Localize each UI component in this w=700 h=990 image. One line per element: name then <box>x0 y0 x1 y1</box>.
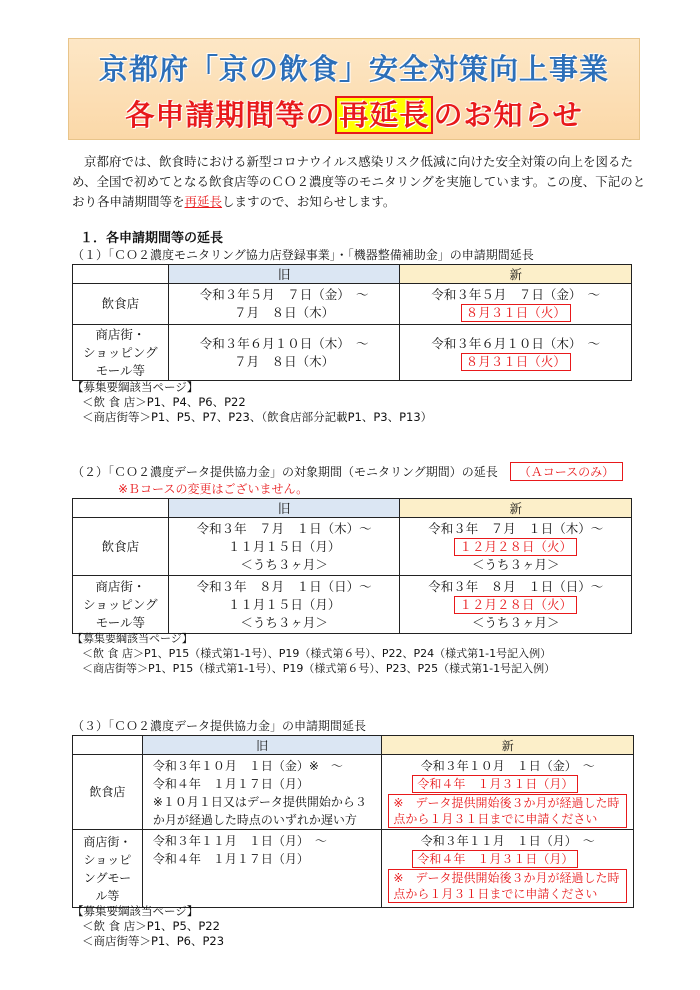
sub2-row2-old-end: １１月１５日（月） <box>227 596 341 612</box>
sub1-note-1: ＜飲 食 店＞P1、P4、P6、P22 <box>82 395 246 409</box>
sub1-title: （１）「ＣＯ２濃度モニタリング協力店登録事業」・「機器整備補助金」の申請期間延長 <box>72 248 534 262</box>
sub3-row1-new-end: 令和４年 １月３１日（月） <box>412 775 578 793</box>
sub3-note-1: ＜飲 食 店＞P1、P5、P22 <box>82 919 220 933</box>
sub2-note-1: ＜飲 食 店＞P1、P15（様式第1-1号）、P19（様式第６号）、P22、P24（様式第1-1号記入例） <box>82 647 552 660</box>
sub2-row2-new-end: １２月２８日（火） <box>454 596 577 614</box>
sub3-row1-old-start: 令和３年１０月 １日（金）※ ～ <box>152 759 343 773</box>
intro-emphasis: 再延長 <box>184 194 223 209</box>
sub3-row1-old <box>142 755 382 830</box>
sub2-note-2: ＜商店街等＞P1、P15（様式第1-1号）、P19（様式第６号）、P23、P25（様式第1-1号記入例） <box>82 662 556 675</box>
subtitle-pre: 各申請期間等の <box>125 98 336 132</box>
sub3-col-old: 旧 <box>142 736 382 755</box>
sub3-corner <box>73 736 143 755</box>
sub1-row2-old-end: ７月 ８日（木） <box>234 353 335 369</box>
sub1-row2-label: 商店街・ ショッピング モール等 <box>73 325 169 381</box>
sub2-red-note: ※Ｂコースの変更はございません。 <box>118 482 309 496</box>
sub3-notes <box>72 904 224 949</box>
sub2-row2-new-start: 令和３年 ８月 １日（日）～ <box>428 578 604 594</box>
sub1-row2-old-start: 令和３年６月１０日（木） ～ <box>199 335 369 351</box>
sub2-col-old: 旧 <box>168 499 400 518</box>
sub2-notes <box>72 631 555 676</box>
sub2-row1-new <box>400 518 632 576</box>
intro-part2: しますので、お知らせします。 <box>222 194 396 209</box>
sub1-notes-head: 【募集要綱該当ページ】 <box>72 380 199 394</box>
sub2-corner <box>73 499 169 518</box>
intro-paragraph <box>72 152 647 212</box>
sub1-notes <box>72 380 432 425</box>
sub3-notes-head: 【募集要綱該当ページ】 <box>72 904 199 918</box>
sub2-table <box>72 498 632 634</box>
sub1-row2-old <box>168 325 400 381</box>
sub2-row2-old <box>168 576 400 634</box>
sub3-table <box>72 735 634 908</box>
sub2-row1-old-end: １１月１５日（月） <box>227 538 341 554</box>
sub3-row1-new-note: ※ データ提供開始後３か月が経過した時点から１月３１日までに申請ください <box>388 794 627 828</box>
sub2-row1-new-start: 令和３年 ７月 １日（木）～ <box>428 520 604 536</box>
sub3-row1-new-start: 令和３年１０月 １日（金） ～ <box>420 759 595 773</box>
sub3-row2-old <box>142 830 382 908</box>
sub3-row1-old-end: 令和４年 １月１７日（月） <box>152 777 309 791</box>
subtitle <box>69 93 639 134</box>
sub3-row1-old-note: ※１０月１日又はデータ提供開始から３か月が経過した時点のいずれか遅い方 <box>152 795 367 827</box>
sub1-corner <box>73 265 169 284</box>
sub2-row1-old <box>168 518 400 576</box>
sub3-row2-label: 商店街・ ショッピ ングモー ル等 <box>73 830 143 908</box>
sub3-col-new: 新 <box>382 736 634 755</box>
sub1-row1-new-end: ８月３１日（火） <box>461 304 571 322</box>
sub2-row1-new-end: １２月２８日（火） <box>454 538 577 556</box>
sub3-row2-old-start: 令和３年１１月 １日（月） ～ <box>152 834 327 848</box>
sub2-row2-label: 商店街・ ショッピング モール等 <box>73 576 169 634</box>
sub1-note-2: ＜商店街等＞P1、P5、P7、P23、（飲食店部分記載P1、P3、P13） <box>82 410 433 424</box>
sub3-row1-label: 飲食店 <box>73 755 143 830</box>
sub1-table <box>72 264 632 381</box>
intro-part1: 京都府では、飲食時における新型コロナウイルス感染リスク低減に向けた安全対策の向上を図るため、全国で初めてとなる飲食店等のＣＯ２濃度等のモニタリングを実施しています。この度、下記のとおり各申請期間等を <box>72 154 646 209</box>
subtitle-post: のお知らせ <box>433 98 583 132</box>
sub3-row1-new <box>382 755 634 830</box>
sub2-row1-old-term: ＜うち３ヶ月＞ <box>240 556 328 572</box>
sub1-row1-old-start: 令和３年５月 ７日（金） ～ <box>199 287 369 302</box>
title-banner <box>68 38 640 140</box>
sub2-course-badge: （Ａコースのみ） <box>510 462 623 481</box>
subtitle-highlight: 再延長 <box>335 96 433 134</box>
sub2-row1-new-term: ＜うち３ヶ月＞ <box>471 556 560 572</box>
sub2-title: （２）「ＣＯ２濃度データ提供協力金」の対象期間（モニタリング期間）の延長 <box>72 465 498 479</box>
sub1-row2-new <box>400 325 632 381</box>
sub1-row1-label: 飲食店 <box>73 284 169 325</box>
sub3-note-2: ＜商店街等＞P1、P6、P23 <box>82 934 225 948</box>
sub1-row2-new-start: 令和３年６月１０日（木） ～ <box>431 335 601 351</box>
sub3-row2-new <box>382 830 634 908</box>
sub1-col-new: 新 <box>400 265 632 284</box>
sub1-row1-old <box>168 284 400 325</box>
sub2-row2-old-start: 令和３年 ８月 １日（日）～ <box>196 578 372 594</box>
sub3-row2-new-start: 令和３年１１月 １日（月） ～ <box>420 834 595 848</box>
sub2-row2-new <box>400 576 632 634</box>
sub1-row1-new-start: 令和３年５月 ７日（金） ～ <box>431 287 601 302</box>
sub1-col-old: 旧 <box>168 265 400 284</box>
sub3-title: （３）「ＣＯ２濃度データ提供協力金」の申請期間延長 <box>72 719 367 733</box>
main-title: 京都府「京の飲食」安全対策向上事業 <box>98 52 609 86</box>
sub1-row1-new <box>400 284 632 325</box>
section-heading: １．各申請期間等の延長 <box>80 231 224 246</box>
sub1-row2-new-end: ８月３１日（火） <box>461 353 571 371</box>
sub2-notes-head: 【募集要綱該当ページ】 <box>72 632 193 645</box>
sub2-row2-new-term: ＜うち３ヶ月＞ <box>471 614 560 630</box>
sub3-row2-new-end: 令和４年 １月３１日（月） <box>412 850 578 868</box>
sub2-row2-old-term: ＜うち３ヶ月＞ <box>240 614 328 630</box>
sub3-row2-old-end: 令和４年 １月１７日（月） <box>152 852 309 866</box>
sub2-title-line <box>72 462 623 481</box>
sub1-row1-old-end: ７月 ８日（木） <box>234 305 335 320</box>
sub2-col-new: 新 <box>400 499 632 518</box>
sub2-row1-label: 飲食店 <box>73 518 169 576</box>
sub2-row1-old-start: 令和３年 ７月 １日（木）～ <box>196 520 372 536</box>
sub3-row2-new-note: ※ データ提供開始後３か月が経過した時点から１月３１日までに申請ください <box>388 869 627 903</box>
